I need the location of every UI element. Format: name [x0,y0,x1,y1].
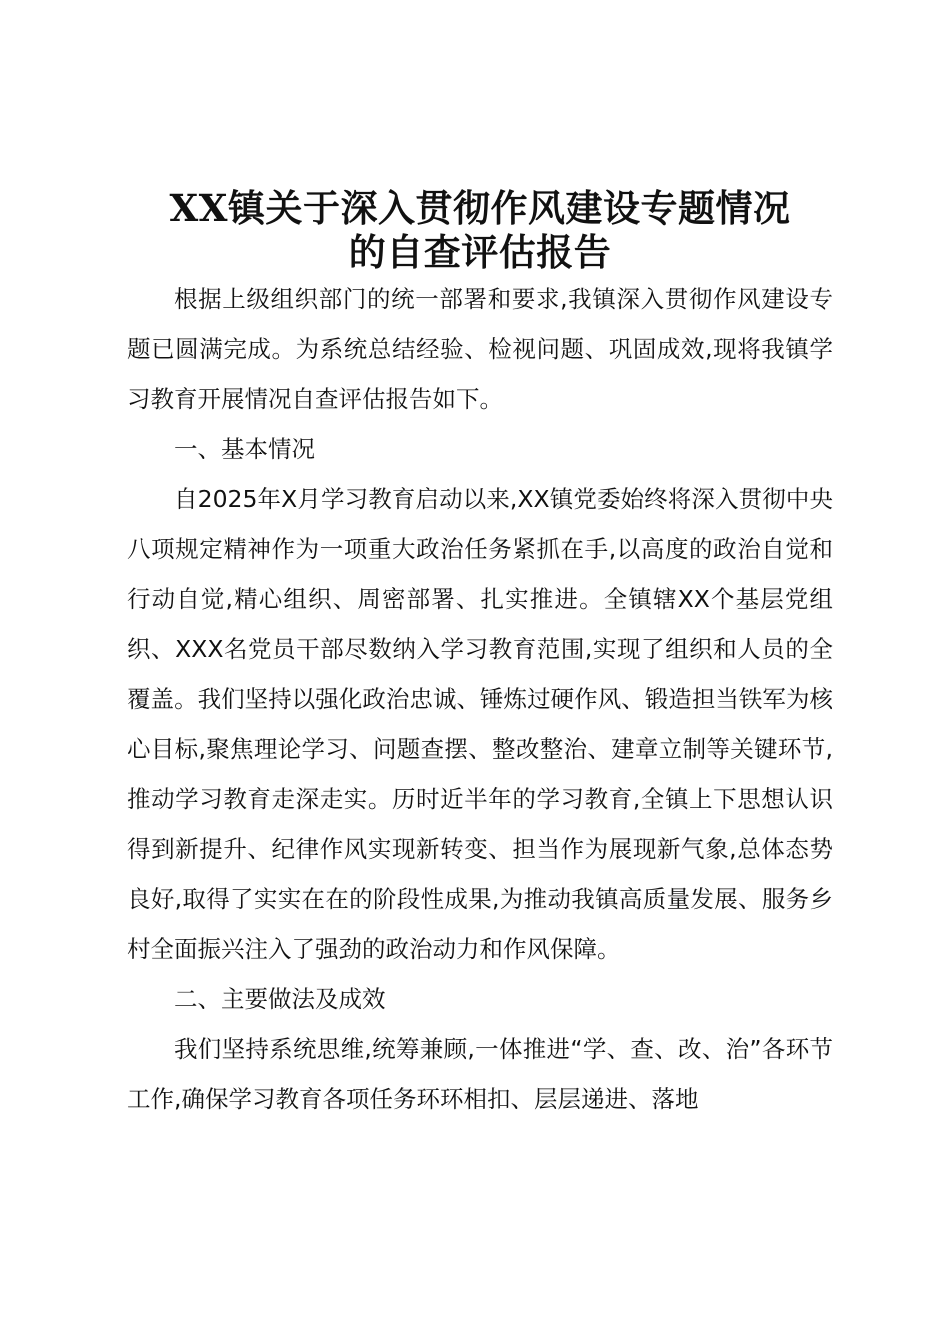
section-basic-paragraph: 自2025年X月学习教育启动以来,XX镇党委始终将深入贯彻中央八项规定精神作为一项重大政治任务紧抓在手,以高度的政治自觉和行动自觉,精心组织、周密部署、扎实推进。全镇辖XX个基层党组织、XXX名党员干部尽数纳入学习教育范围,实现了组织和人员的全覆盖。我们坚持以强化政治忠诚、锤炼过硬作风、锻造担当铁军为核心目标,聚焦理论学习、问题查摆、整改整治、建章立制等关键环节,推动学习教育走深走实。历时近半年的学习教育,全镇上下思想认识得到新提升、纪律作风实现新转变、担当作为展现新气象,总体态势良好,取得了实实在在的阶段性成果,为推动我镇高质量发展、服务乡村全面振兴注入了强劲的政治动力和作风保障。 [127,485,833,963]
section-practices-paragraph: 我们坚持系统思维,统筹兼顾,一体推进“学、查、改、治”各环节工作,确保学习教育各项任务环环相扣、层层递进、落地 [127,1035,833,1113]
section-heading-practices: 二、主要做法及成效 [174,985,386,1013]
document-title [127,186,833,274]
document-page [127,186,833,1124]
title-line-2: 的自查评估报告 [348,230,612,274]
title-line-1: XX镇关于深入贯彻作风建设专题情况 [169,186,791,230]
intro-paragraph: 根据上级组织部门的统一部署和要求,我镇深入贯彻作风建设专题已圆满完成。为系统总结经验、检视问题、巩固成效,现将我镇学习教育开展情况自查评估报告如下。 [127,285,833,413]
section-heading-basic: 一、基本情况 [174,435,315,463]
